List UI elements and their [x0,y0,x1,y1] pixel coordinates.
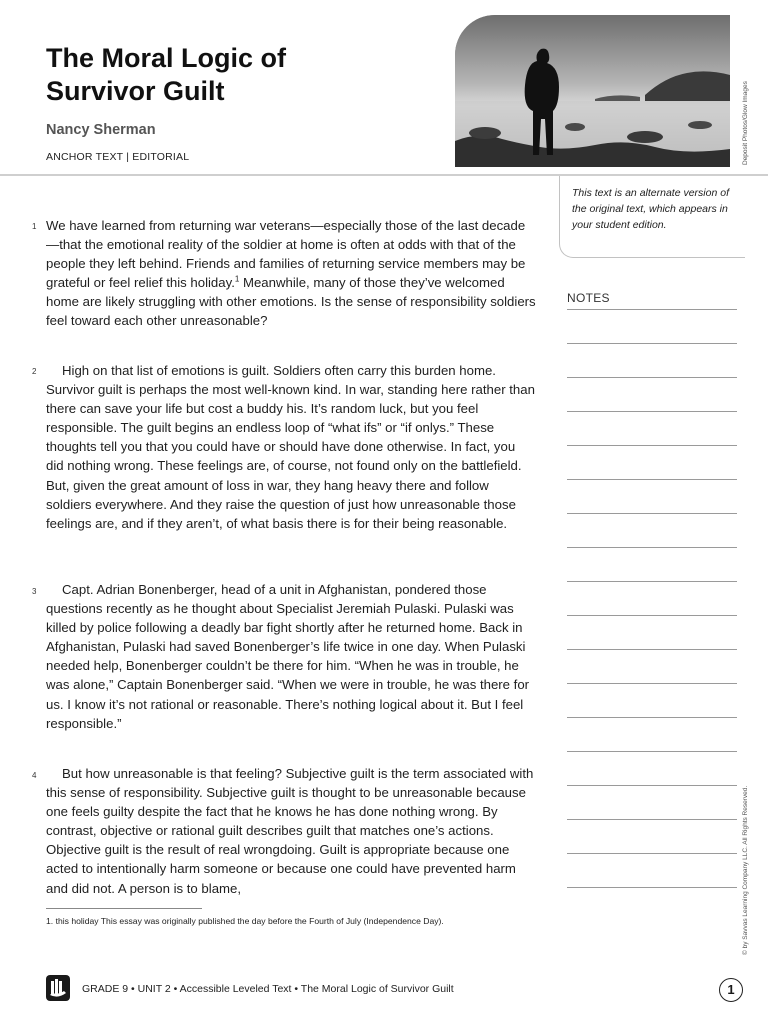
paragraph-1 [46,216,536,331]
notes-line [567,683,737,684]
paragraph-number: 4 [32,771,37,780]
title-line-2: Survivor Guilt [46,76,225,106]
notes-heading: NOTES [567,291,610,305]
notes-lines [567,309,737,921]
footnote [46,914,446,929]
notes-line [567,445,737,446]
text-type-label: ANCHOR TEXT | EDITORIAL [46,151,190,163]
title-line-1: The Moral Logic of [46,43,286,73]
hero-photo [455,15,730,167]
notes-line [567,615,737,616]
footnote-number: 1. [46,916,54,926]
paragraph-text: High on that list of emotions is guilt. Soldiers often carry this burden home. Survivor guilt is perhaps the most well-known kind. In war, standing here rather than there can save your life but cost a buddy his. It’s random luck, but you feel responsible. The guilt begins an endless loop of “what ifs” or “if onlys.” These thoughts tell you that you could have or should have done otherwise. In fact, you did nothing wrong. These feelings are, of course, not found only on the battlefield. But, given the great amount of loss in war, they hang heavy there and follow soldiers everywhere. And they raise the question of just how unreasonable those feelings are, and if they aren’t, of what basis there is for their being reasonable. [46,363,535,531]
notes-line [567,717,737,718]
notes-line [567,581,737,582]
paragraph-number: 1 [32,222,37,231]
photo-credit: Deposit Photos/Glow Images [742,81,749,165]
notes-line [567,479,737,480]
notes-line [567,853,737,854]
notes-line [567,547,737,548]
alternate-version-note: This text is an alternate version of the original text, which appears in your student edition. [559,176,745,258]
paragraph-3 [46,580,536,733]
paragraph-number: 3 [32,587,37,596]
paragraph-text-continued: Meanwhile, many of those they’ve welcomed home are likely struggling with other emotions. Is the sense of responsibility soldiers feel toward each other unreasonable? [46,275,536,329]
footnote-ref[interactable]: 1 [234,274,240,284]
paragraph-text: Capt. Adrian Bonenberger, head of a unit in Afghanistan, pondered those questions recently as he thought about Specialist Jeremiah Pulaski. Pulaski was killed by police following a deadly bar fight shortly after he returned home. Back in Afghanistan, Pulaski had saved Bonenberger’s life twice in one day. When Pulaski needed help, Bonenberger couldn’t be there for him. “When he was in trouble, he was alone,” Captain Bonenberger said. “When we were in trouble, he was there for us. I know it’s not rational or reasonable. There’s nothing logical about it. But I feel responsible.” [46,582,530,731]
footnote-divider [46,908,202,909]
copyright-notice: © by Savvas Learning Company LLC. All Rights Reserved. [742,785,749,955]
notes-line [567,819,737,820]
footnote-term: this holiday [55,916,99,926]
paragraph-4 [46,764,536,898]
paragraph-2 [46,361,536,533]
paragraph-text: But how unreasonable is that feeling? Subjective guilt is the term associated with this sense of responsibility. Subjective guilt is thought to be unreasonable because one feels guilty despite the fact that he knows he has done nothing wrong. By contrast, objective or rational guilt describes guilt that matches one’s actions. Objective guilt is the result of real wrongdoing. Guilt is appropriate because one acted to intentionally harm someone or because one could have prevented harm and did not. A person is to blame, [46,766,534,896]
notes-line [567,309,737,310]
publisher-logo-icon [46,975,70,1001]
notes-line [567,343,737,344]
author-name: Nancy Sherman [46,122,156,138]
notes-line [567,751,737,752]
footnote-text: This essay was originally published the day before the Fourth of July (Independence Day). [100,916,444,926]
notes-line [567,785,737,786]
page-number: 1 [719,978,743,1002]
page-title [46,42,376,108]
footer-course-info: GRADE 9 • UNIT 2 • Accessible Leveled Text • The Moral Logic of Survivor Guilt [82,983,454,995]
notes-line [567,887,737,888]
paragraph-text: We have learned from returning war veterans—especially those of the last decade—that the emotional reality of the soldier at home is often at odds with that of the people they left behind. Friends and families of returning service members may be grateful or feel relief this holiday. [46,218,526,291]
notes-line [567,411,737,412]
notes-line [567,513,737,514]
paragraph-number: 2 [32,367,37,376]
notes-line [567,649,737,650]
notes-line [567,377,737,378]
